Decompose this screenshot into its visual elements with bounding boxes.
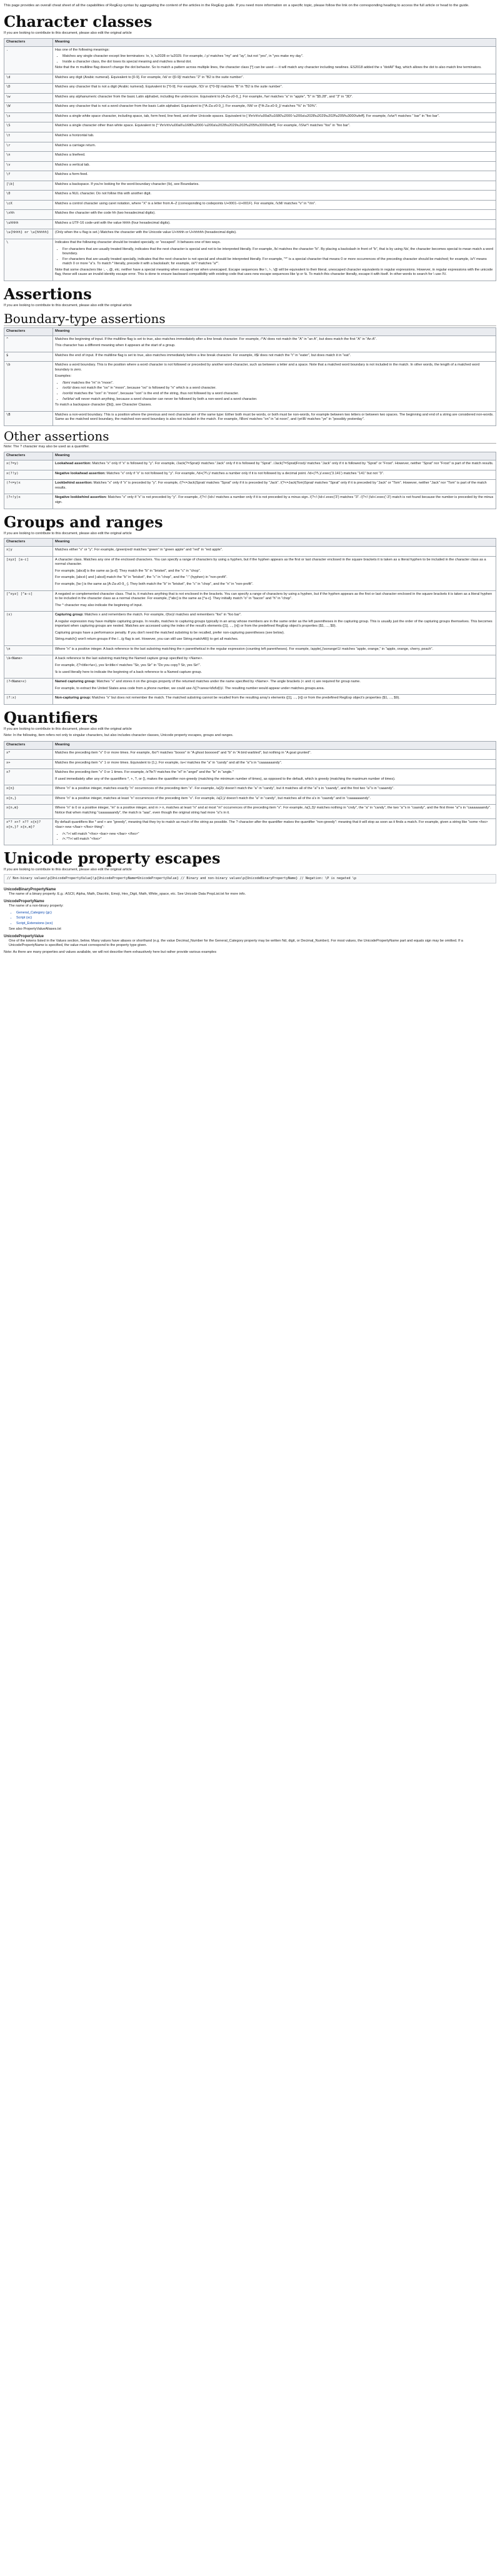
meaning-term: Capturing group: (55, 613, 85, 617)
heading-unicode-escapes[interactable]: Unicode property escapes (4, 848, 221, 867)
table-row (4, 612, 496, 646)
table-row (4, 84, 496, 94)
row-characters: x{n} (4, 785, 53, 795)
page (0, 0, 500, 963)
definition-desc (4, 939, 496, 948)
meaning-text: Matches the preceding item "x" 1 or more times. Equivalent to {1,}. For example, /a+/ matches the "a" in "candy" and all the "a"'s in "caaaaaaandy". (55, 760, 282, 765)
row-characters: \S (4, 122, 53, 132)
heading-groups-ranges[interactable]: Groups and ranges (4, 512, 163, 531)
heading-assertions[interactable]: Assertions (4, 284, 92, 303)
table-row (4, 480, 496, 494)
meaning-text: Matches any digit (Arabic numeral). Equivalent to [0-9]. For example, /\d/ or /[0-9]/ matches "2" in "B2 is the suite number". (55, 75, 244, 79)
meaning-text: Where "n" is a positive integer, matches exactly "n" occurrences of the preceding item "x". For example, /a{2}/ doesn't match the "a" in "candy", but it matches all of the "a"'s in "caandy", and the first two "a"'s in "caaandy". (55, 787, 394, 791)
row-meaning (53, 152, 496, 162)
meaning-text: Matches a backspace. If you're looking for the word-boundary character (\b), see Boundaries. (55, 182, 199, 186)
meaning-list (55, 247, 494, 267)
list-item: • /<.*>/ will match "<foo> <bar> new </bar> </foo>" (62, 832, 494, 837)
meaning-extra: For example, [\w-] is the same as [A-Za-z0-9_-]. They both match the "b" in "brisket", the "c" in "chop", and the "n" in "non-profit". (55, 582, 254, 586)
row-characters: \u{hhhh} or \u{hhhhh} (4, 229, 53, 239)
col-header-meaning: Meaning (53, 327, 496, 336)
row-characters: (?<=y)x (4, 480, 53, 494)
meaning-list (55, 381, 494, 402)
meaning-text: Lookbehind assertion: Matches "x" only if "x" is preceded by "y". For example, /(?<=Jack)Sprat/ matches "Sprat" only if it is preceded by "Jack". /(?<=Jack|Tom)Sprat/ matches "Sprat" only if it is preceded by "Jack" or "Tom". However, neither "Jack" nor "Tom" is part of the match results. (55, 481, 487, 490)
table-row (4, 181, 496, 191)
col-header-characters: Characters (4, 539, 53, 547)
contribute-note: If you are looking to contribute to this document, please also edit the original article (4, 727, 132, 731)
row-meaning (53, 750, 496, 760)
row-meaning (53, 112, 496, 122)
table-row (4, 152, 496, 162)
row-meaning (53, 819, 496, 845)
row-characters: x|y (4, 547, 53, 557)
row-characters: \w (4, 93, 53, 103)
row-characters: $ (4, 352, 53, 362)
table-row (4, 590, 496, 612)
row-meaning (53, 93, 496, 103)
row-characters: x* (4, 750, 53, 760)
row-meaning (53, 480, 496, 494)
meaning-text: Matches a UTF-16 code-unit with the value hhhh (four hexadecimal digits). (55, 221, 171, 225)
definition-extra: See also PropertyValueAliases.txt (9, 927, 61, 932)
meaning-extra: A regular expression may have multiple capturing groups. In results, matches to capturing groups typically in an array whose members are in the same order as the left parentheses in the capturing group. This is usually just the order of the capturing groups themselves. This becomes important when capturing groups are nested. Matches are accessed using the index of the result's elements ([1], ..., [n]) or from the predefined RegExp object's properties ($1, ..., $9). (55, 619, 492, 629)
list-item[interactable]: • General_Category (gc) (16, 911, 496, 916)
table-row (4, 750, 496, 760)
meaning-text: Matches the preceding item "x" 0 or more times. For example, /bo*/ matches "boooo" in "A ghost booooed" and "b" in "A bird warbled", but nothing in "A goat grunted". (55, 751, 312, 755)
row-meaning (53, 171, 496, 181)
meaning-text: Matches either "x" or "y". For example, /green|red/ matches "green" in "green apple" and "red" in "red apple". (55, 548, 223, 552)
meaning-text: Matches a horizontal tab. (55, 134, 94, 138)
definition-desc (4, 904, 496, 932)
table-row (4, 411, 496, 425)
meaning-text: Matches a vertical tab. (55, 162, 90, 167)
meaning-term: Lookahead assertion: (55, 462, 92, 466)
meaning-extra: For example, to extract the United States area code from a phone number, we could use /\((?<area>\d\d\d)\)/. The resulting number would appear under matches.groups.area. (55, 686, 325, 690)
row-meaning (53, 103, 496, 113)
table-row (4, 161, 496, 171)
meaning-text: Where "n" is a positive integer, matches at least "n" occurrences of the preceding item "x". For example, /a{2,}/ doesn't match the "a" in "candy", but matches all of the a's in "caandy" and in "caaaaaaandy". (55, 796, 371, 800)
meaning-extra: Capturing groups have a performance penalty. If you don't need the matched substring to be recalled, prefer non-capturing parentheses (see below). (55, 630, 285, 635)
meaning-text: Matches a single character other than white space. Equivalent to [^ \f\n\r\t\v\u00a0\u1680\u2000-\u200a\u2028\u2029\u202f\u205f\u3000\ufeff]. For example, /\S\w*/ matches "foo" in "foo bar". (55, 124, 351, 128)
definition-desc (4, 892, 496, 897)
row-meaning (53, 161, 496, 171)
meaning-text: Matches any character that is not a digit (Arabic numeral). Equivalent to [^0-9]. For example, /\D/ or /[^0-9]/ matches "B" in "B2 is the suite number". (55, 85, 283, 89)
row-characters: \v (4, 161, 53, 171)
table-row (4, 494, 496, 509)
meaning-text: Matches a form-feed. (55, 172, 88, 177)
row-characters: x+ (4, 759, 53, 769)
meaning-text: Capturing group: Matches x and remembers the match. For example, /(foo)/ matches and remembers "foo" in "foo bar". (55, 613, 242, 617)
row-characters: (?:x) (4, 695, 53, 705)
meaning-term: Named capturing group: (55, 680, 97, 684)
table-row (4, 819, 496, 845)
table-row (4, 112, 496, 122)
meaning-text: Matches a word boundary. This is the position where a word character is not followed or preceded by another word-character, such as between a letter and a space. Note that a matched word boundary is not included in the match. In other words, the length of a matched word boundary is zero. (55, 363, 480, 372)
table-row (4, 470, 496, 480)
row-characters: x{n,} (4, 795, 53, 805)
table-row (4, 547, 496, 557)
meaning-list (55, 54, 494, 64)
meaning-text: Matches any alphanumeric character from the basic Latin alphabet, including the underscore. Equivalent to [A-Za-z0-9_]. For example, /\w/ matches "a" in "apple", "5" in "$5.28", and "3" in "3D". (55, 94, 353, 99)
row-meaning (53, 547, 496, 557)
meaning-extra: This character has a different meaning when it appears at the start of a group. (55, 344, 176, 348)
meaning-text: Matches the preceding item "x" 0 or 1 times. For example, /e?le?/ matches the "el" in "angel" and the "le" in "angle." (55, 770, 234, 775)
row-meaning (53, 411, 496, 425)
meaning-text: Matches the beginning of input. If the multiline flag is set to true, also matches immediately after a line break character. For example, /^A/ does not match the "A" in "an A", but does match the first "A" in "An A". (55, 337, 377, 341)
row-meaning (53, 74, 496, 84)
meaning-text: Matches a carriage return. (55, 143, 96, 147)
row-meaning (53, 229, 496, 239)
meaning-text: A character class. Matches any one of the enclosed characters. You can specify a range of characters by using a hyphen, but if the hyphen appears as the first or last character enclosed in the square brackets it is taken as a literal hyphen to be included in the character class as a normal character. (55, 557, 486, 567)
col-header-characters: Characters (4, 452, 53, 460)
list-item: • For characters that are usually treated literally, indicates that the next character is special and not to be interpreted literally. For example, /b/ matches the character "b". By placing a backslash in front of "b", that is by using /\b/, the character becomes special to mean match a word boundary. (62, 247, 494, 257)
row-meaning (53, 679, 496, 695)
col-header-meaning: Meaning (53, 38, 496, 46)
row-characters: [xyz] [a-c] (4, 556, 53, 590)
contribute-note: If you are looking to contribute to this document, please also edit the original article (4, 304, 132, 308)
table-row (4, 645, 496, 655)
meaning-text: Matches a single white space character, including space, tab, form feed, line feed, and other Unicode spaces. Equivalent to [ \f\n\r\t\v\u00a0\u1680\u2000-\u200a\u2028\u2029\u202f\u205f\u3000\ufeff]. For example, /\s\w*/ matches " bar" in "foo bar". (55, 114, 440, 118)
meaning-list (55, 832, 494, 842)
row-meaning (53, 785, 496, 795)
unicode-note: Note: As there are many properties and values available, we will not describe them exhaustively here but rather provide various examples (4, 950, 217, 954)
table-row (4, 142, 496, 152)
meaning-extra: For example, /(?<title>\w+), yes \k<title>/ matches "Sir, yes Sir" in "Do you copy? Sir, yes Sir!". (55, 664, 201, 668)
col-header-characters: Characters (4, 327, 53, 336)
row-meaning (53, 181, 496, 191)
list-item: • /oo\b/ does not match the "oo" in "moon", because "oo" is followed by "n" which is a word character. (62, 386, 494, 391)
list-item: • Inside a character class, the dot loses its special meaning and matches a literal dot. (62, 60, 494, 65)
row-meaning (53, 590, 496, 612)
table-row (4, 759, 496, 769)
meaning-text: Matches a NUL character. Do not follow this with another digit. (55, 192, 152, 196)
meaning-extra: For example, [abcd-] and [-abcd] match the "b" in "brisket", the "c" in "chop", and the "-" (hyphen) in "non-profit". (55, 575, 228, 580)
row-meaning (53, 352, 496, 362)
meaning-text: Where "n" is 0 or a positive integer, "m" is a positive integer, and m > n, matches at least "n" and at most "m" occurrences of the preceding item "x". For example, /a{1,3}/ matches nothing in "cndy", the "a" in "candy", the two "a"'s in "caandy", and the first three "a"'s in "caaaaaaandy". Notice that when matching "caaaaaaandy", the match is "aaa", even though the original string had more "a"s in it. (55, 806, 491, 815)
row-characters: \d (4, 74, 53, 84)
row-meaning (53, 556, 496, 590)
table-row (4, 171, 496, 181)
definition-item (4, 899, 496, 932)
row-meaning (53, 210, 496, 220)
meaning-term: Non-capturing group: (55, 696, 92, 700)
unicode-syntax-code: // Non-binary values\p{UnicodePropertyValue}\p{UnicodePropertyName=UnicodePropertyValue} // Binary and non-binary values\p{UnicodeBinaryPropertyName} // Negation: \P is negated \p (4, 874, 496, 883)
row-characters: \n (4, 645, 53, 655)
table-row (4, 556, 496, 590)
other-assertions-table (4, 452, 496, 509)
row-characters: (x) (4, 612, 53, 646)
table-row (4, 336, 496, 352)
row-characters: \uhhhh (4, 219, 53, 229)
list-item: • For characters that are usually treated specially, indicates that the next character is not special and should be interpreted literally. For example, "*" is a special character that means 0 or more occurrences of the preceding character should be matched; for example, /a*/ means match 0 or more "a"s. To match * literally, precede it with a backslash; for example, /a\*/ matches "a*". (62, 257, 494, 267)
meaning-extra: If used immediately after any of the quantifiers *, +, ?, or {}, makes the quantifier non-greedy (matching the minimum number of times), as opposed to the default, which is greedy (matching the maximum number of times). (55, 777, 396, 781)
meaning-text: Matches the character with the code hh (two hexadecimal digits). (55, 211, 156, 216)
table-row (4, 239, 496, 281)
meaning-text: Matches the end of input. If the multiline flag is set to true, also matches immediately before a line break character. For example, /t$/ does not match the "t" in "eater", but does match it in "eat". (55, 353, 351, 357)
meaning-text: Non-capturing group: Matches "x" but does not remember the match. The matched substring cannot be recalled from the resulting array's elements ([1], ..., [n]) or from the predefined RegExp object's properties ($1, ..., $9). (55, 696, 400, 700)
table-row (4, 103, 496, 113)
boundary-assertions-table (4, 327, 496, 426)
row-characters: ^ (4, 336, 53, 352)
meaning-text: By default quantifiers like * and + are "greedy", meaning that they try to match as much of the string as possible. The ? character after the quantifier makes the quantifier "non-greedy": meaning that it will stop as soon as it finds a match. For example, given a string like "some <foo> <bar> new </bar> </foo> thing": (55, 820, 488, 829)
row-meaning (53, 460, 496, 470)
table-row (4, 219, 496, 229)
character-classes-table (4, 38, 496, 281)
meaning-text: Matches a control character using caret notation, where "X" is a letter from A–Z (corresponding to codepoints U+0001–U+001F). For example, /\cM/ matches "\r" in "\r\n". (55, 201, 316, 206)
table-row (4, 362, 496, 411)
row-characters: \W (4, 103, 53, 113)
row-meaning (53, 191, 496, 201)
row-characters: \t (4, 132, 53, 142)
row-characters: \s (4, 112, 53, 122)
unicode-definitions (4, 887, 496, 948)
row-characters: \n (4, 152, 53, 162)
groups-ranges-table (4, 538, 496, 704)
meaning-text: Indicates that the following character should be treated specially, or "escaped". It behaves one of two ways. (55, 241, 221, 245)
row-meaning (53, 84, 496, 94)
table-row (4, 460, 496, 470)
table-row (4, 785, 496, 795)
row-meaning (53, 46, 496, 74)
row-characters: x(?!y) (4, 470, 53, 480)
list-item: • /\w\b\w/ will never match anything, because a word character can never be followed by both a non-word and a word character. (62, 397, 494, 402)
meaning-extra: \k is used literally here to indicate the beginning of a back reference to a Named capture group. (55, 670, 202, 674)
meaning-text: Matches any character that is not a word character from the basic Latin alphabet. Equivalent to [^A-Za-z0-9_]. For example, /\W/ or /[^A-Za-z0-9_]/ matches "%" in "50%". (55, 104, 318, 109)
table-row (4, 795, 496, 805)
row-characters: \r (4, 142, 53, 152)
meaning-extra: String.match() won't return groups if the /.../g flag is set. However, you can still use String.matchAll() to get all matches. (55, 637, 239, 642)
list-item[interactable]: • Script_Extensions (scx) (16, 922, 496, 927)
row-characters: \D (4, 84, 53, 94)
row-characters: \ (4, 239, 53, 281)
definition-term: UnicodeBinaryPropertyName (4, 888, 56, 892)
definition-text: The name of a binary property. E.g.: ASCII, Alpha, Math, Diacritic, Emoji, Hex_Digit, Math, White_space, etc. See Unicode Data PropList.txt for more info. (9, 892, 246, 897)
meaning-text: A negated or complemented character class. That is, it matches anything that is not enclosed in the brackets. You can specify a range of characters by using a hyphen, but if the hyphen appears as the first or last character enclosed in the square brackets it is taken as a literal hyphen to be included in the character class as a normal character. For example, [^abc] is the same as [^a-c]. They initially match "o" in "bacon" and "h" in "chop". (55, 592, 492, 601)
col-header-meaning: Meaning (53, 539, 496, 547)
row-meaning (53, 795, 496, 805)
row-characters: \f (4, 171, 53, 181)
meaning-extra: The ^ character may also indicate the beginning of input. (55, 603, 143, 607)
row-meaning (53, 362, 496, 411)
list-item[interactable]: • Script (sc) (16, 916, 496, 921)
row-meaning (53, 805, 496, 819)
meaning-extra: Examples: (55, 374, 72, 379)
row-meaning (53, 769, 496, 785)
row-characters: (?<Name>x) (4, 679, 53, 695)
definition-text: The name of a non-binary property: (9, 904, 64, 908)
list-item: • /oon\b/ matches the "oon" in "moon", because "oon" is the end of the string, thus not followed by a word character. (62, 392, 494, 397)
row-characters: \xhh (4, 210, 53, 220)
definition-item (4, 934, 496, 948)
contribute-note: If you are looking to contribute to this document, please also edit the original article (4, 31, 132, 35)
col-header-meaning: Meaning (53, 742, 496, 750)
row-meaning (53, 142, 496, 152)
meaning-text: Named capturing group: Matches "x" and stores it on the groups property of the returned matches under the name specified by <Name>. The angle brackets (< and >) are required for group name. (55, 680, 361, 684)
meaning-text: Negative lookahead assertion: Matches "x" only if "x" is not followed by "y". For example, /\d+(?!\.)/ matches a number only if it is not followed by a decimal point. /\d+(?!\.)/.exec('3.141') matches "141" but not "3". (55, 471, 384, 475)
meaning-text: Has one of the following meanings: (55, 47, 110, 52)
row-characters: x(?=y) (4, 460, 53, 470)
row-meaning (53, 239, 496, 281)
meaning-extra: Note that some characters like :, -, @, etc. neither have a special meaning when escaped nor when unescaped. Escape sequences like \:, \-, \@ will be equivalent to their literal, unescaped character equivalents in regular expressions. However, in regular expressions with the unicode flag, these will cause an invalid identity escape error. This is done to ensure backward compatibility with existing code that uses new escape sequences like \p or \k. To match this character literally, escape it with itself. In other words to search for \ use /\\/. (55, 267, 493, 277)
intro-paragraph: This page provides an overall cheat sheet of all the capabilities of RegExp syntax by aggregating the content of the articles in the RegExp guide. If you need more information on a specific topic, please follow the link on the corresponding heading to access the full article or head to the guide. (4, 4, 469, 7)
row-meaning (53, 695, 496, 705)
row-characters: \b (4, 362, 53, 411)
meaning-extra: Note that the m multiline flag doesn't change the dot behavior. So to match a pattern across multiple lines, the character class [^] can be used — it will match any character including newlines. ES2018 added the s "dotAll" flag, which allows the dot to also match line terminators. (55, 66, 482, 70)
meaning-text: Where "n" is a positive integer. A back reference to the last substring matching the n parenthetical in the regular expression (counting left parentheses). For example, /apple(,)\sorange\1/ matches "apple, orange," in "apple, orange, cherry, peach". (55, 647, 434, 651)
row-characters: x{n,m} (4, 805, 53, 819)
table-row (4, 93, 496, 103)
contribute-note: If you are looking to contribute to this document, please also edit the original article (4, 867, 132, 872)
heading-other-assertions[interactable]: Other assertions (4, 430, 496, 444)
meaning-text: Negative lookbehind assertion: Matches "x" only if "x" is not preceded by "y". For example, /(?<!-)\d+/ matches a number only if it is not preceded by a minus sign. /(?<!-)\d+/.exec('3') matches "3". /(?<!-)\d+/.exec('-3') match is not found because the number is preceded by the minus sign. (55, 495, 494, 504)
list-item: • /<.*?>/ will match "<foo>" (62, 837, 494, 842)
row-characters: \B (4, 411, 53, 425)
row-characters: \0 (4, 191, 53, 201)
col-header-characters: Characters (4, 742, 53, 750)
row-meaning (53, 219, 496, 229)
row-meaning (53, 645, 496, 655)
meaning-extra: For example, [abcd] is the same as [a-d]. They match the "b" in "brisket", and the "c" in "chop". (55, 569, 201, 573)
quantifiers-note: Note: In the following, item refers not only to singular characters, but also includes character classes, Unicode property escapes, groups and ranges. (4, 734, 234, 738)
row-meaning (53, 132, 496, 142)
table-row (4, 352, 496, 362)
meaning-text: Matches a non-word boundary. This is a position where the previous and next character are of the same type: Either both must be words, or both must be non-words, for example between two letters or between two spaces. The beginning and end of a string are considered non-words. Same as the matched word boundary, the matched non-word boundary is also not included in the match. For example, /\Bon/ matches "on" in "at noon", and /ye\B/ matches "ye" in "possibly yesterday". (55, 412, 494, 422)
row-characters: \k<Name> (4, 655, 53, 679)
table-row (4, 132, 496, 142)
heading-boundary-assertions[interactable]: Boundary-type assertions (4, 312, 496, 326)
col-header-meaning: Meaning (53, 452, 496, 460)
list-item: • /\bm/ matches the "m" in "moon". (62, 381, 494, 386)
table-row (4, 74, 496, 84)
row-meaning (53, 336, 496, 352)
row-characters: x*? x+? x?? x{n}? x{n,}? x{n,m}? (4, 819, 53, 845)
quantifiers-table (4, 741, 496, 845)
table-row (4, 655, 496, 679)
heading-character-classes[interactable]: Character classes (4, 12, 152, 31)
definition-item (4, 887, 496, 897)
table-row (4, 122, 496, 132)
contribute-note: If you are looking to contribute to this document, please also edit the original article (4, 531, 132, 535)
definition-text: One of the tokens listed in the Values section, below. Many values have aliases or shorthand (e.g. the value Decimal_Number for the General_Category property may be written Nd, digit, or Decimal_Number). For most values, the UnicodePropertyName part and equals sign may be omitted. If a UnicodePropertyName is specified, the value must correspond to the property type given. (9, 938, 463, 948)
table-row (4, 200, 496, 210)
table-row (4, 210, 496, 220)
col-header-characters: Characters (4, 38, 53, 46)
meaning-term: Negative lookbehind assertion: (55, 495, 108, 500)
row-meaning (53, 470, 496, 480)
table-row (4, 229, 496, 239)
meaning-term: Lookbehind assertion: (55, 481, 94, 485)
table-row (4, 46, 496, 74)
row-characters: \cX (4, 200, 53, 210)
table-row (4, 805, 496, 819)
row-characters: [^xyz] [^a-c] (4, 590, 53, 612)
row-characters: x? (4, 769, 53, 785)
table-row (4, 769, 496, 785)
definition-term: UnicodePropertyValue (4, 934, 44, 938)
row-meaning (53, 612, 496, 646)
meaning-term: Negative lookahead assertion: (55, 471, 107, 475)
row-characters: . (4, 46, 53, 74)
row-characters: [\b] (4, 181, 53, 191)
heading-quantifiers[interactable]: Quantifiers (4, 708, 98, 727)
meaning-text: Matches a linefeed. (55, 153, 86, 157)
row-meaning (53, 494, 496, 509)
table-row (4, 695, 496, 705)
table-row (4, 191, 496, 201)
list-item: • Matches any single character except line terminators: \n, \r, \u2028 or \u2029. For example, /.y/ matches "my" and "ay", but not "yes", in "yes make my day". (62, 54, 494, 59)
other-assertions-note: Note: The ? character may also be used as a quantifier. (4, 444, 90, 449)
definition-list (9, 911, 496, 927)
meaning-extra: To match a backspace character ([\b]), see Character Classes. (55, 403, 152, 407)
meaning-text: A back reference to the last substring matching the Named capture group specified by <Name>. (55, 657, 203, 661)
row-meaning (53, 655, 496, 679)
row-meaning (53, 759, 496, 769)
definition-term: UnicodePropertyName (4, 899, 44, 903)
table-row (4, 679, 496, 695)
row-meaning (53, 200, 496, 210)
row-characters: (?<!y)x (4, 494, 53, 509)
meaning-text: (Only when the u flag is set.) Matches the character with the Unicode value U+hhhh or U+hhhhh (hexadecimal digits). (55, 231, 237, 235)
row-meaning (53, 122, 496, 132)
meaning-text: Lookahead assertion: Matches "x" only if "x" is followed by "y". For example, /Jack(?=Sprat)/ matches "Jack" only if it is followed by "Sprat". /Jack(?=Sprat|Frost)/ matches "Jack" only if it is followed by "Sprat" or "Frost". However, neither "Sprat" nor "Frost" is part of the match results. (55, 462, 494, 466)
